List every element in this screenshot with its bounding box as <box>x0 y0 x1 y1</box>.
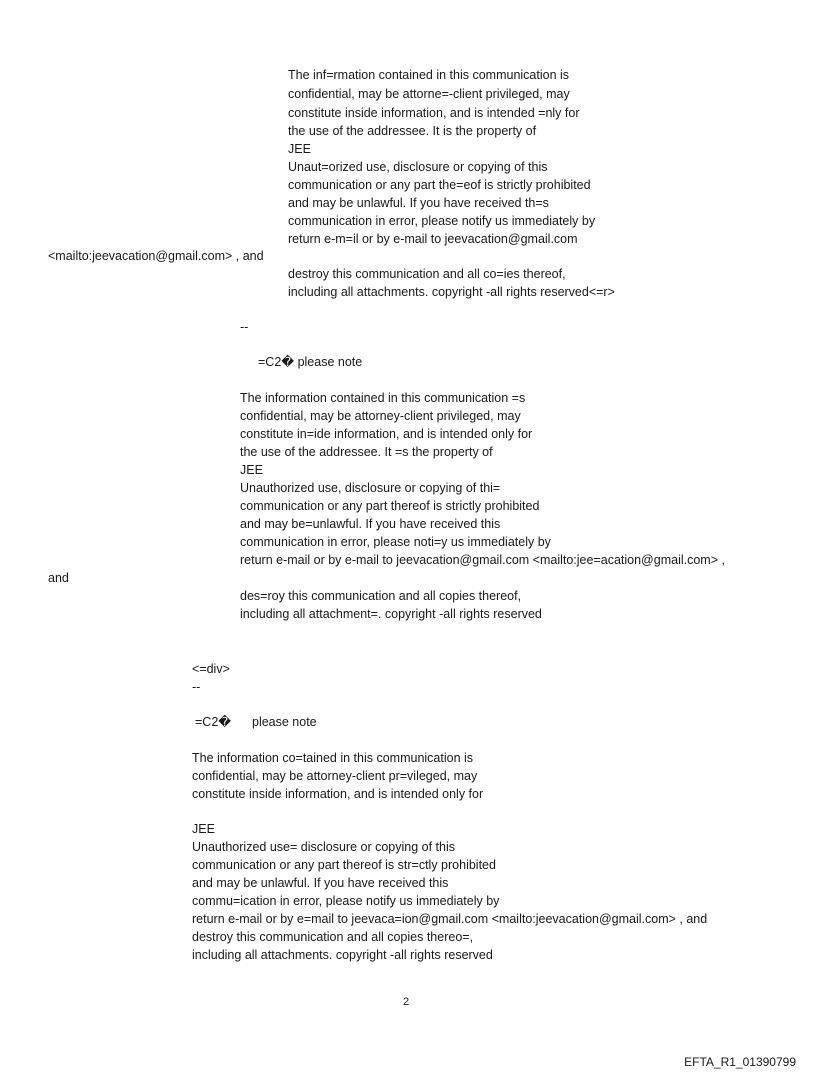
text-line: The inf=rmation contained in this communication is <box>288 68 570 82</box>
text-line: JEE <box>240 463 263 477</box>
text-line: The information contained in this communication =s <box>240 391 526 405</box>
text-line: and <box>48 571 69 585</box>
text-line: JEE <box>192 822 215 836</box>
text-line: and may be unlawful. If you have received this <box>192 876 449 890</box>
text-line: The information co=tained in this communication is <box>192 751 474 765</box>
please-note-prefix: =C2� <box>195 715 232 729</box>
text-line: return e-m=il or by e-mail to jeevacation@gmail.com <box>288 232 578 246</box>
text-line: and may be unlawful. If you have received th=s <box>288 196 549 210</box>
text-line: including all attachment=. copyright -all rights reserved <box>240 607 542 621</box>
text-line: confidential, may be attorney-client privileged, may <box>240 409 521 423</box>
mailto-line: <mailto:jeevacation@gmail.com> , and <box>48 249 264 263</box>
text-line: communication or any part thereof is strictly prohibited <box>240 499 540 513</box>
text-line: destroy this communication and all co=ies thereof, <box>288 267 566 281</box>
text-line: communication or any part thereof is str=ctly prohibited <box>192 858 496 872</box>
text-line: Unauthorized use= disclosure or copying of this <box>192 840 455 854</box>
please-note: please note <box>252 715 317 729</box>
separator: -- <box>240 320 249 334</box>
text-line: destroy this communication and all copies thereo=, <box>192 930 474 944</box>
text-line: return e-mail or by e=mail to jeevaca=ion@gmail.com <mailto:jeevacation@gmail.com> , and <box>192 912 708 926</box>
text-line: communication in error, please noti=y us immediately by <box>240 535 551 549</box>
text-line: Unauthorized use, disclosure or copying of thi= <box>240 481 501 495</box>
div-tag: <=div> <box>192 662 230 676</box>
document-id: EFTA_R1_01390799 <box>684 1055 796 1069</box>
text-line: return e-mail or by e-mail to jeevacation@gmail.com <mailto:jee=acation@gmail.com> , <box>240 553 725 567</box>
text-line: constitute in=ide information, and is intended only for <box>240 427 533 441</box>
text-line: constitute inside information, and is intended =nly for <box>288 106 580 120</box>
page-number: 2 <box>403 996 410 1008</box>
text-line: communication or any part the=eof is strictly prohibited <box>288 178 591 192</box>
text-line: JEE <box>288 142 311 156</box>
text-line: confidential, may be attorne=-client privileged, may <box>288 87 570 101</box>
text-line: communication in error, please notify us immediately by <box>288 214 596 228</box>
text-line: the use of the addressee. It =s the property of <box>240 445 493 459</box>
text-line: confidential, may be attorney-client pr=vileged, may <box>192 769 478 783</box>
text-line: constitute inside information, and is intended only for <box>192 787 484 801</box>
text-line: Unaut=orized use, disclosure or copying of this <box>288 160 548 174</box>
text-line: the use of the addressee. It is the property of <box>288 124 537 138</box>
text-line: commu=ication in error, please notify us immediately by <box>192 894 500 908</box>
text-line: including all attachments. copyright -all rights reserved<=r> <box>288 285 615 299</box>
please-note: =C2� please note <box>258 355 363 369</box>
separator: -- <box>192 680 201 694</box>
text-line: and may be=unlawful. If you have received this <box>240 517 501 531</box>
text-line: des=roy this communication and all copies thereof, <box>240 589 522 603</box>
text-line: including all attachments. copyright -all rights reserved <box>192 948 493 962</box>
